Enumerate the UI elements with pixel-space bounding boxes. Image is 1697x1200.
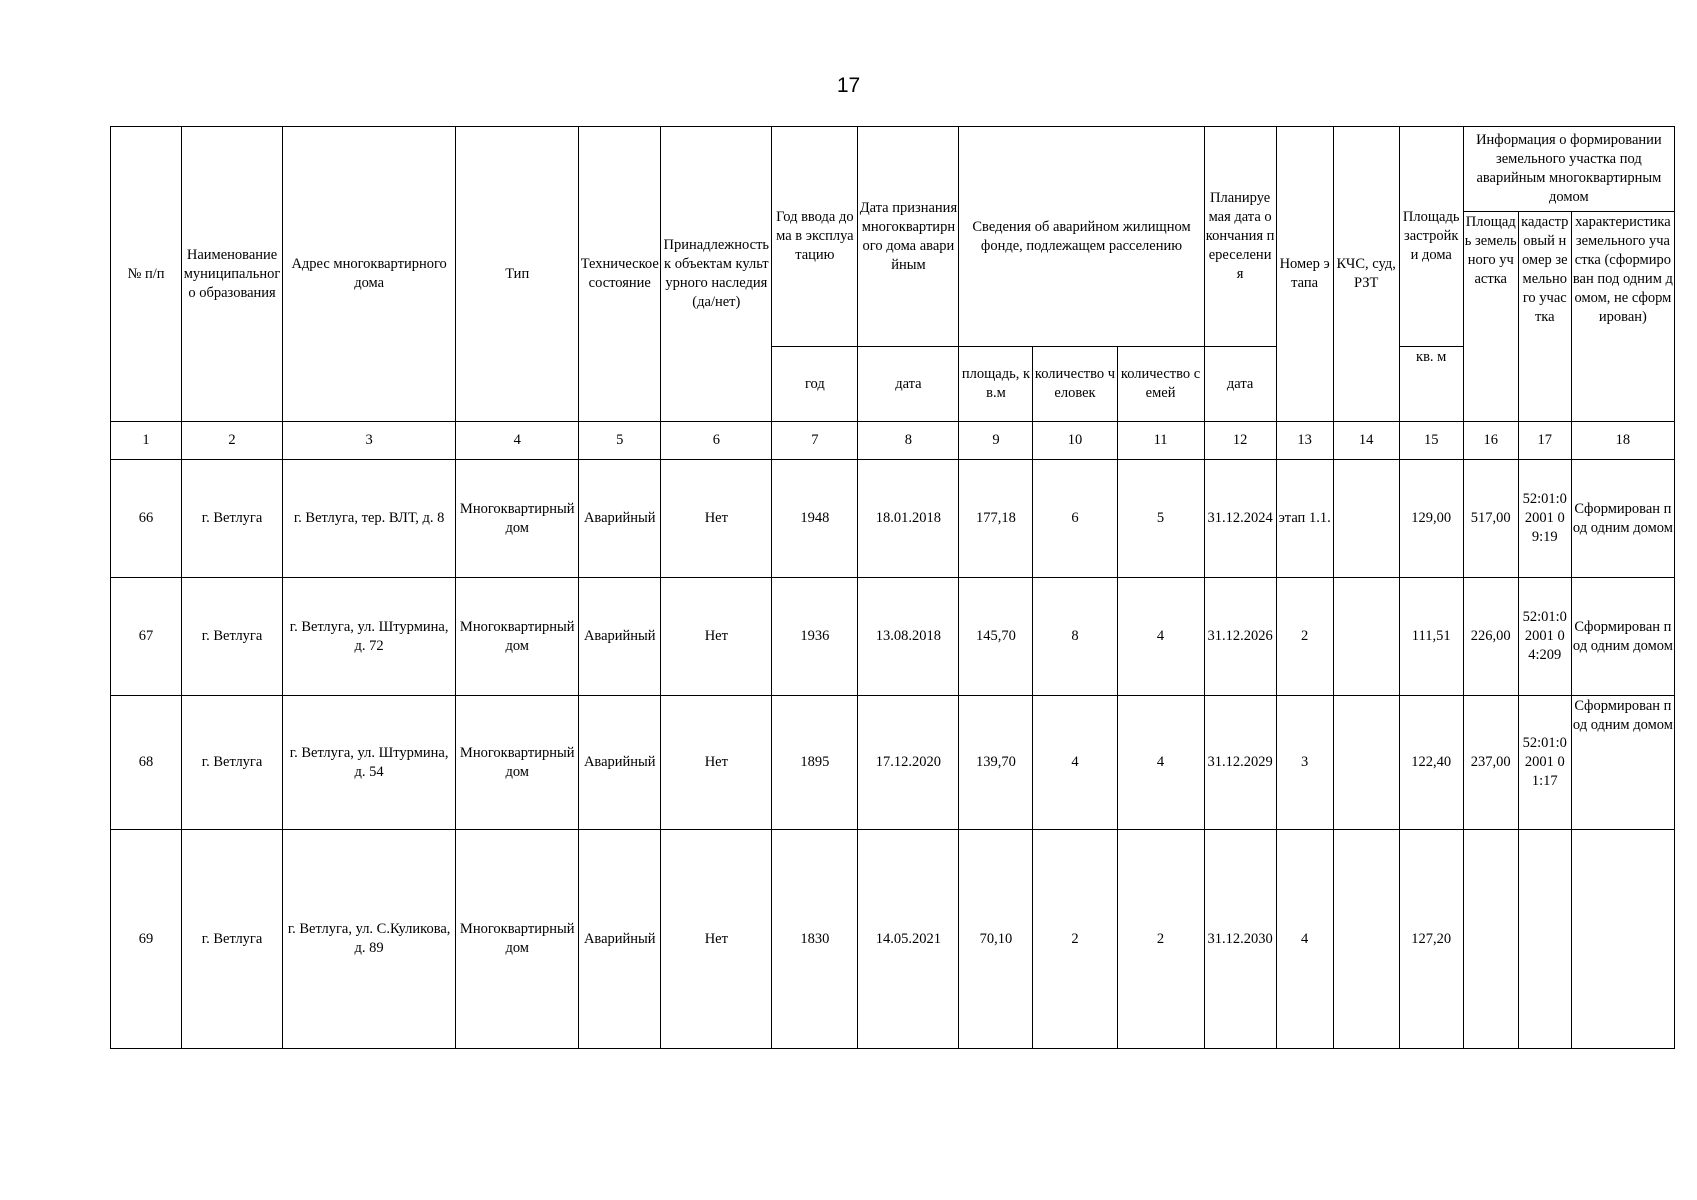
cell-state: Аварийный (579, 696, 661, 830)
cell-date: 13.08.2018 (858, 578, 959, 696)
header-build-area: Площадь застройки дома (1399, 127, 1463, 347)
cell-heritage: Нет (661, 460, 772, 578)
cell-municipality: г. Ветлуга (182, 460, 283, 578)
cell-num: 67 (111, 578, 182, 696)
header-emergency-fund: Сведения об аварийном жилищном фонде, подлежащем расселению (959, 127, 1204, 347)
cell-kchs (1333, 460, 1399, 578)
cell-date: 18.01.2018 (858, 460, 959, 578)
cell-people: 2 (1033, 830, 1117, 1049)
header-planned-end: Планируемая дата окончания переселения (1204, 127, 1276, 347)
table-row (111, 696, 1675, 830)
col-number: 7 (772, 422, 858, 460)
header-land-info: Информация о формировании земельного участка под аварийным многоквартирным домом (1463, 127, 1674, 212)
col-number: 6 (661, 422, 772, 460)
header-year-built: Год ввода дома в эксплуатацию (772, 127, 858, 347)
cell-people: 8 (1033, 578, 1117, 696)
col-number: 8 (858, 422, 959, 460)
cell-families: 4 (1117, 578, 1204, 696)
subheader-planned-date: дата (1204, 347, 1276, 422)
header-municipality: Наименование муниципального образования (182, 127, 283, 422)
cell-year: 1895 (772, 696, 858, 830)
col-number: 11 (1117, 422, 1204, 460)
header-type: Тип (456, 127, 579, 422)
emergency-housing-table (110, 126, 1675, 1049)
cell-state: Аварийный (579, 830, 661, 1049)
cell-land-area (1463, 830, 1518, 1049)
cell-stage: этап 1.1. (1276, 460, 1333, 578)
col-number: 14 (1333, 422, 1399, 460)
cell-land-area: 226,00 (1463, 578, 1518, 696)
page-number: 17 (836, 74, 861, 97)
subheader-area: площадь, кв.м (959, 347, 1033, 422)
header-recognition-date: Дата признания многоквартирного дома аварийным (858, 127, 959, 347)
cell-land-area: 517,00 (1463, 460, 1518, 578)
cell-num: 68 (111, 696, 182, 830)
cell-type: Многоквартирный дом (456, 578, 579, 696)
cell-address: г. Ветлуга, ул. Штурмина, д. 54 (283, 696, 456, 830)
header-address: Адрес многоквартирного дома (283, 127, 456, 422)
cell-area: 139,70 (959, 696, 1033, 830)
cell-municipality: г. Ветлуга (182, 578, 283, 696)
cell-municipality: г. Ветлуга (182, 830, 283, 1049)
cell-land-char: Сформирован под одним домом (1571, 578, 1674, 696)
cell-year: 1830 (772, 830, 858, 1049)
cell-people: 4 (1033, 696, 1117, 830)
header-tech-state: Техническое состояние (579, 127, 661, 422)
cell-land-area: 237,00 (1463, 696, 1518, 830)
subheader-build-area-unit: кв. м (1399, 347, 1463, 422)
cell-address: г. Ветлуга, тер. ВЛТ, д. 8 (283, 460, 456, 578)
cell-families: 4 (1117, 696, 1204, 830)
cell-cadastral: 52:01:02001 01:17 (1518, 696, 1571, 830)
cell-area: 145,70 (959, 578, 1033, 696)
cell-families: 2 (1117, 830, 1204, 1049)
cell-municipality: г. Ветлуга (182, 696, 283, 830)
col-number: 2 (182, 422, 283, 460)
col-number: 10 (1033, 422, 1117, 460)
col-number: 15 (1399, 422, 1463, 460)
col-number: 17 (1518, 422, 1571, 460)
cell-stage: 4 (1276, 830, 1333, 1049)
cell-land-char: Сформирован под одним домом (1571, 460, 1674, 578)
cell-stage: 2 (1276, 578, 1333, 696)
cell-kchs (1333, 578, 1399, 696)
cell-address: г. Ветлуга, ул. Штурмина, д. 72 (283, 578, 456, 696)
subheader-year: год (772, 347, 858, 422)
cell-num: 69 (111, 830, 182, 1049)
col-number: 16 (1463, 422, 1518, 460)
col-number: 9 (959, 422, 1033, 460)
cell-people: 6 (1033, 460, 1117, 578)
cell-kchs (1333, 696, 1399, 830)
cell-type: Многоквартирный дом (456, 696, 579, 830)
header-land-area: Площадь земельного участка (1463, 212, 1518, 422)
subheader-date: дата (858, 347, 959, 422)
cell-heritage: Нет (661, 696, 772, 830)
cell-build-area: 122,40 (1399, 696, 1463, 830)
cell-year: 1936 (772, 578, 858, 696)
col-number: 4 (456, 422, 579, 460)
header-stage-num: Номер этапа (1276, 127, 1333, 422)
cell-planned: 31.12.2030 (1204, 830, 1276, 1049)
col-number: 18 (1571, 422, 1674, 460)
cell-type: Многоквартирный дом (456, 460, 579, 578)
cell-cadastral: 52:01:02001 09:19 (1518, 460, 1571, 578)
header-cadastral: кадастровый номер земельного участка (1518, 212, 1571, 422)
subheader-families: количество семей (1117, 347, 1204, 422)
cell-type: Многоквартирный дом (456, 830, 579, 1049)
header-heritage: Принадлежность к объектам культурного наследия (да/нет) (661, 127, 772, 422)
col-number: 5 (579, 422, 661, 460)
cell-kchs (1333, 830, 1399, 1049)
cell-build-area: 127,20 (1399, 830, 1463, 1049)
header-kchs: КЧС, суд, РЗТ (1333, 127, 1399, 422)
cell-cadastral: 52:01:02001 04:209 (1518, 578, 1571, 696)
cell-cadastral (1518, 830, 1571, 1049)
cell-area: 177,18 (959, 460, 1033, 578)
cell-address: г. Ветлуга, ул. С.Куликова, д. 89 (283, 830, 456, 1049)
cell-year: 1948 (772, 460, 858, 578)
cell-date: 17.12.2020 (858, 696, 959, 830)
col-number: 1 (111, 422, 182, 460)
cell-planned: 31.12.2024 (1204, 460, 1276, 578)
subheader-people: количество человек (1033, 347, 1117, 422)
table-row (111, 830, 1675, 1049)
cell-stage: 3 (1276, 696, 1333, 830)
cell-planned: 31.12.2029 (1204, 696, 1276, 830)
cell-planned: 31.12.2026 (1204, 578, 1276, 696)
cell-date: 14.05.2021 (858, 830, 959, 1049)
cell-land-char: Сформирован под одним домом (1571, 696, 1674, 830)
cell-area: 70,10 (959, 830, 1033, 1049)
col-number: 3 (283, 422, 456, 460)
cell-build-area: 129,00 (1399, 460, 1463, 578)
cell-heritage: Нет (661, 830, 772, 1049)
cell-heritage: Нет (661, 578, 772, 696)
cell-families: 5 (1117, 460, 1204, 578)
cell-land-char (1571, 830, 1674, 1049)
cell-build-area: 111,51 (1399, 578, 1463, 696)
col-number: 13 (1276, 422, 1333, 460)
header-land-char: характеристика земельного участка (сформирован под одним домом, не сформирован) (1571, 212, 1674, 422)
column-number-row (111, 422, 1675, 460)
cell-state: Аварийный (579, 578, 661, 696)
cell-num: 66 (111, 460, 182, 578)
table-row (111, 460, 1675, 578)
table-row (111, 578, 1675, 696)
col-number: 12 (1204, 422, 1276, 460)
cell-state: Аварийный (579, 460, 661, 578)
header-num: № п/п (111, 127, 182, 422)
